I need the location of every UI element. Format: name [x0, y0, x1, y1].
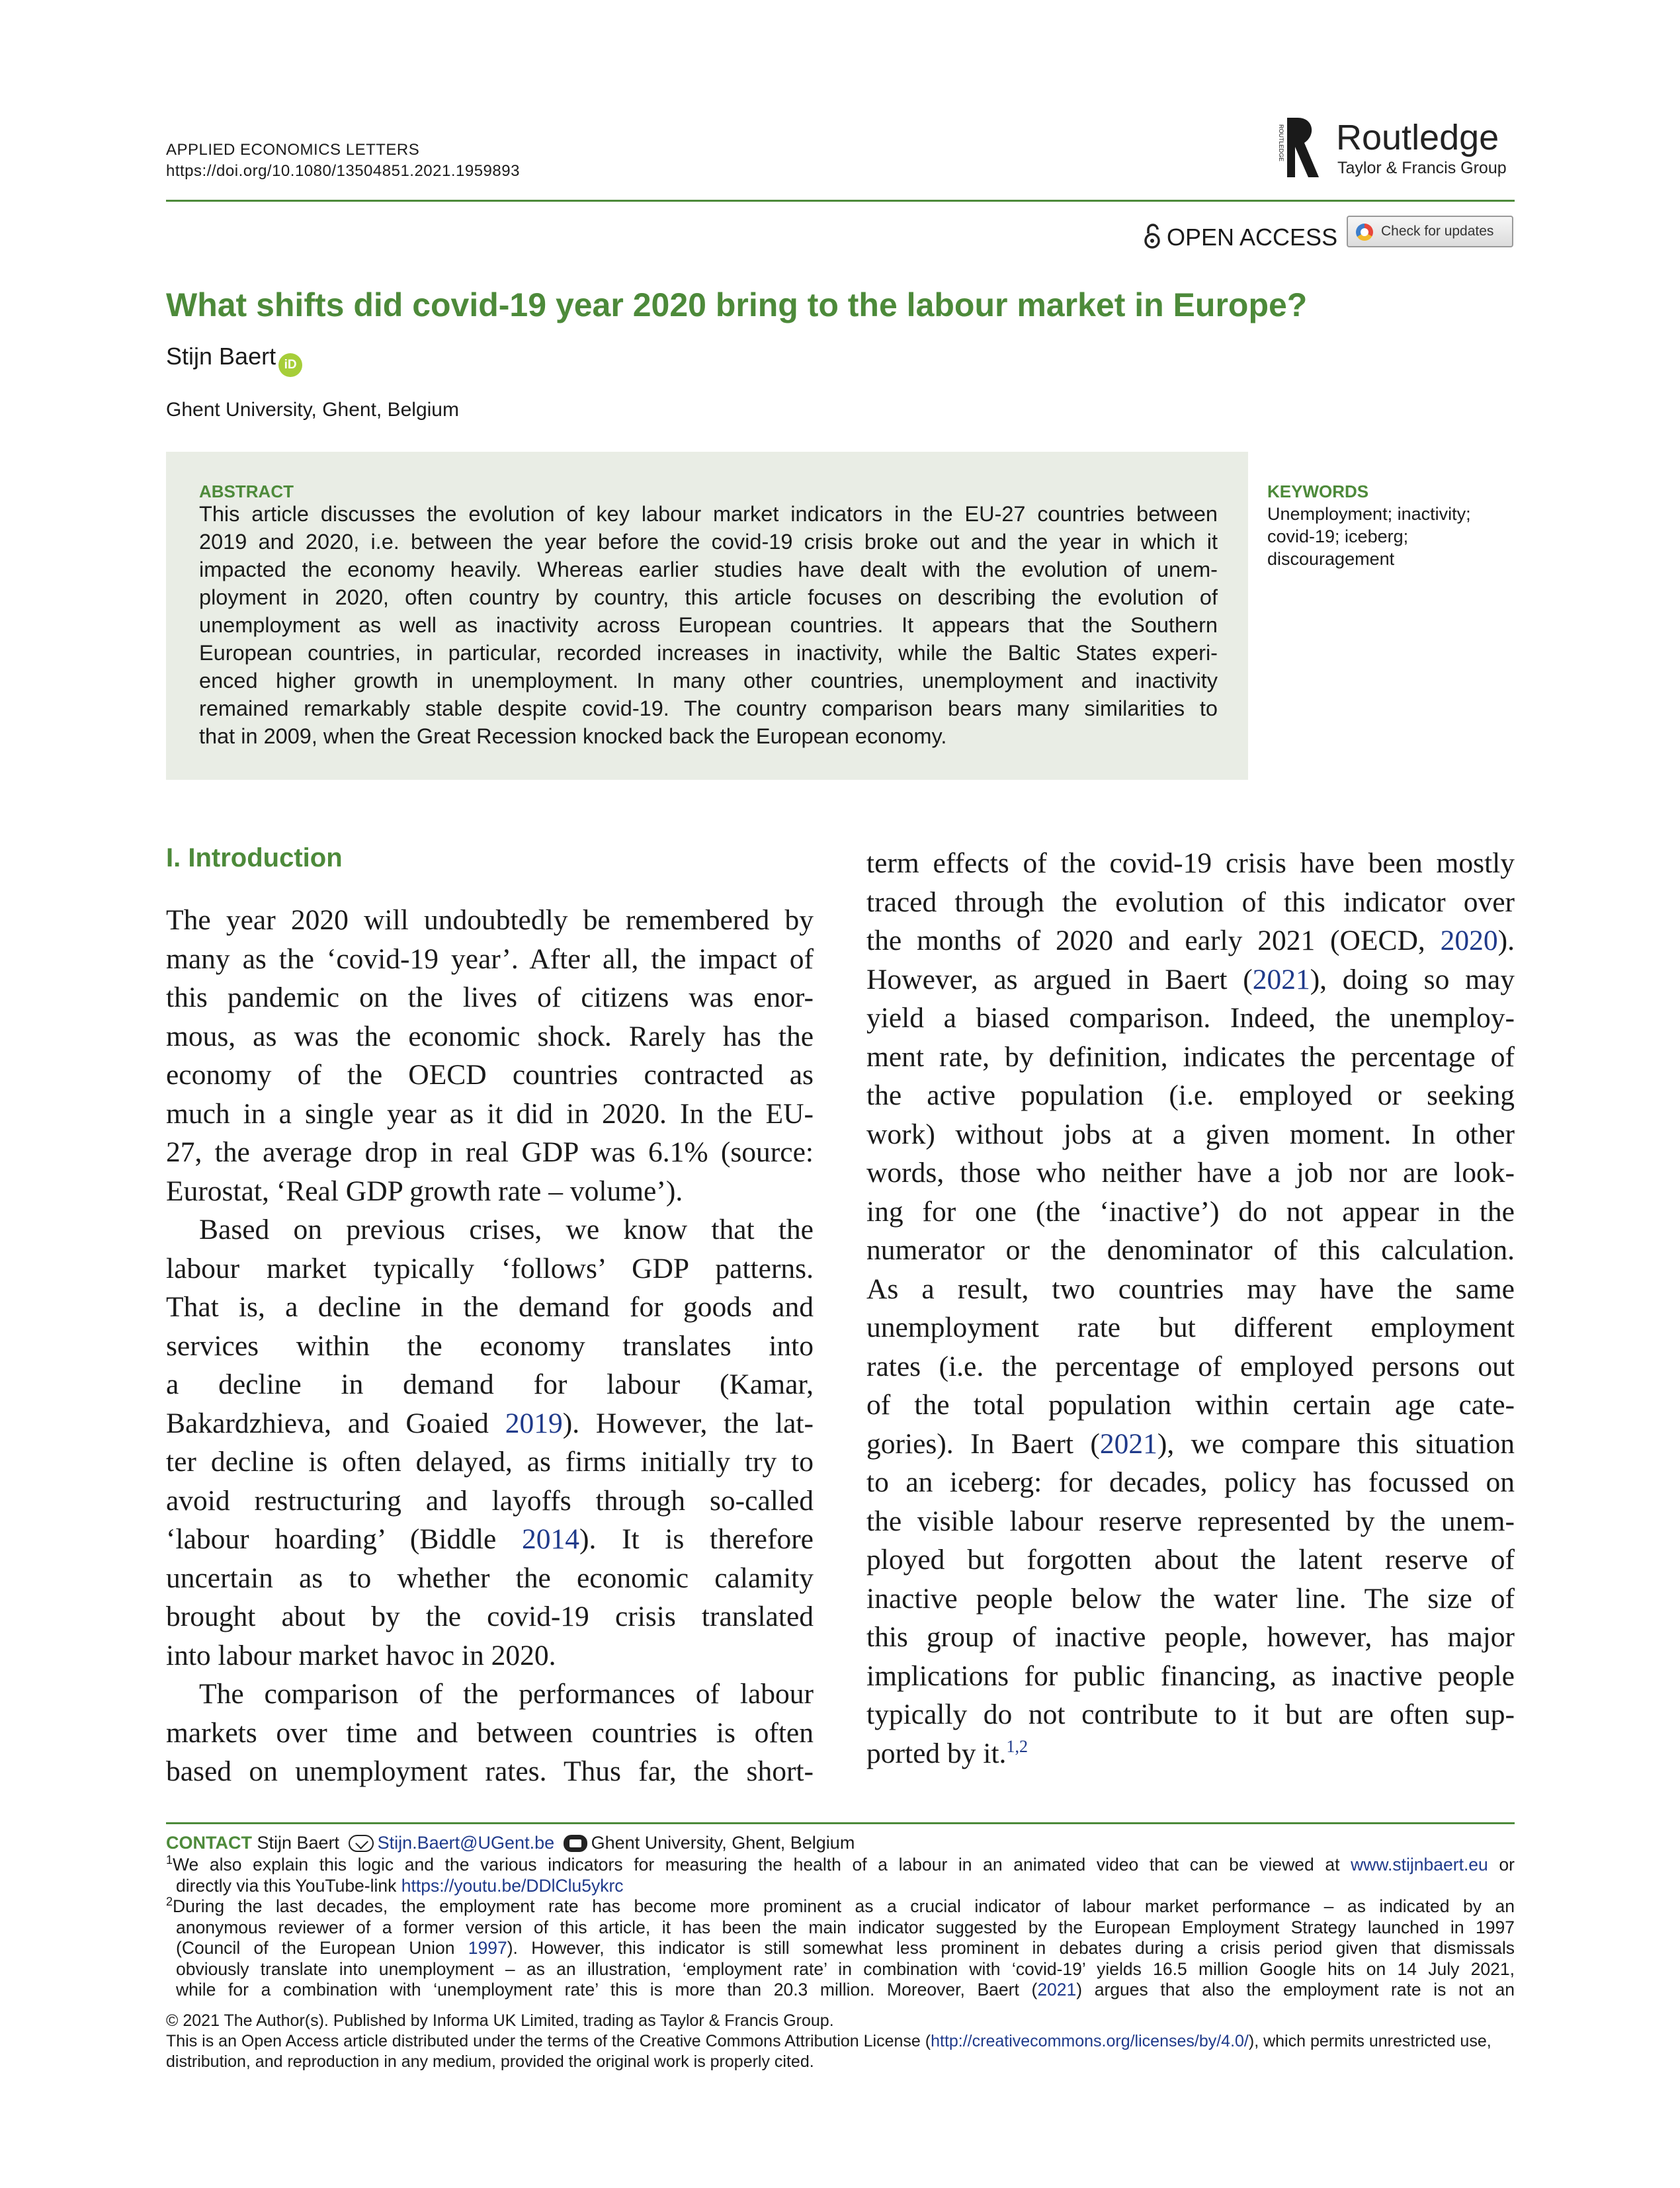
text-line: Eurostat, ‘Real GDP growth rate – volume’). — [166, 1175, 683, 1207]
text-line: traced through the evolution of this indicator over — [866, 886, 1515, 918]
text-line: mous, as was the economic shock. Rarely has the — [166, 1020, 814, 1052]
license-link[interactable]: http://creativecommons.org/licenses/by/4.0/ — [931, 2032, 1249, 2050]
footnote-line: anonymous reviewer of a former version of this article, it has been the main indicator suggested by the European Employment Strategy launched in 1997 — [176, 1917, 1515, 1937]
abstract-line: enced higher growth in unemployment. In many other countries, unemployment and inactivity — [199, 669, 1218, 693]
abstract-line: European countries, in particular, recorded increases in inactivity, while the Baltic States experi- — [199, 641, 1218, 665]
text-line: into labour market havoc in 2020. — [166, 1639, 556, 1671]
citation-link[interactable]: 2019 — [505, 1407, 563, 1439]
abstract-line: that in 2009, when the Great Recession knocked back the European economy. — [199, 724, 947, 748]
crossmark-icon — [1356, 224, 1373, 241]
text-line: brought about by the covid-19 crisis translated — [166, 1601, 814, 1632]
text-line: 27, the average drop in real GDP was 6.1% (source: — [166, 1136, 814, 1168]
text-line: the months of 2020 and early 2021 (OECD, 2020). — [866, 925, 1515, 956]
keywords-heading: KEYWORDS — [1267, 482, 1369, 501]
text-line: term effects of the covid-19 crisis have been mostly — [866, 847, 1515, 879]
abstract-line: 2019 and 2020, i.e. between the year before the covid-19 crisis broke out and the year in which it — [199, 530, 1218, 554]
text-line: The comparison of the performances of labour — [199, 1678, 814, 1710]
abstract-line: unemployment as well as inactivity across European countries. It appears that the Southern — [199, 613, 1218, 637]
body-column-left — [166, 901, 814, 1791]
text-line: ployed but forgotten about the latent reserve of — [866, 1544, 1515, 1576]
text-line: avoid restructuring and layoffs through so-called — [166, 1484, 814, 1517]
footnote-number: 2 — [166, 1895, 173, 1908]
text-line: this pandemic on the lives of citizens was enor- — [166, 982, 814, 1013]
text-line: The year 2020 will undoubtedly be remembered by — [166, 904, 814, 936]
keywords-list — [1267, 503, 1519, 570]
text-line: ter decline is often delayed, as firms initially try to — [166, 1446, 814, 1478]
text-line: much in a single year as it did in 2020. In the EU- — [166, 1097, 814, 1130]
body-column-right — [866, 844, 1515, 1773]
text-line: inactive people below the water line. The size of — [866, 1582, 1515, 1615]
publisher-logo — [1275, 112, 1517, 183]
contact-name: Stijn Baert — [257, 1833, 340, 1853]
text-line: unemployment rate but different employment — [866, 1312, 1515, 1343]
text-line: the visible labour reserve represented by the unem- — [866, 1505, 1515, 1537]
routledge-logo-icon — [1275, 112, 1322, 183]
text-line: markets over time and between countries is often — [166, 1716, 814, 1749]
text-line: ‘labour hoarding’ (Biddle 2014). It is therefore — [166, 1523, 814, 1555]
section-heading-introduction: I. Introduction — [166, 843, 343, 872]
publisher-name: Routledge — [1336, 118, 1499, 157]
text-line: That is, a decline in the demand for goods and — [166, 1291, 814, 1323]
footnote-link[interactable]: https://youtu.be/DDlClu5ykrc — [401, 1875, 624, 1896]
abstract-line: ployment in 2020, often country by country, this article focuses on describing the evolution of — [199, 585, 1218, 609]
text-line: many as the ‘covid-19 year’. After all, the impact of — [166, 943, 814, 975]
text-line: uncertain as to whether the economic calamity — [166, 1562, 814, 1594]
address-icon — [564, 1835, 587, 1852]
citation-link[interactable]: 2020 — [1440, 925, 1498, 956]
journal-name: APPLIED ECONOMICS LETTERS — [166, 141, 420, 159]
check-for-updates-button[interactable] — [1347, 216, 1513, 247]
author-name[interactable]: Stijn Baert — [166, 343, 276, 370]
contact-line — [166, 1831, 855, 1855]
abstract-line: This article discusses the evolution of key labour market indicators in the EU-27 countries between — [199, 502, 1218, 526]
text-line: Bakardzhieva, and Goaied 2019). However, the lat- — [166, 1407, 814, 1439]
keyword-line: Unemployment; inactivity; — [1267, 504, 1471, 524]
text-line: this group of inactive people, however, has major — [866, 1621, 1515, 1653]
text-line: numerator or the denominator of this calculation. — [866, 1234, 1515, 1266]
open-lock-icon — [1143, 223, 1161, 249]
open-access-label: OPEN ACCESS — [1167, 224, 1338, 251]
keyword-line: covid-19; iceberg; — [1267, 526, 1409, 546]
citation-link[interactable]: 2014 — [522, 1523, 580, 1555]
check-updates-label: Check for updates — [1381, 224, 1494, 239]
text-line: yield a biased comparison. Indeed, the unemploy- — [866, 1002, 1515, 1034]
license-line: This is an Open Access article distributed under the terms of the Creative Commons Attribution License (http://creativecommons.org/licenses/by/4.0/), which permits unrestricted use, — [166, 2032, 1491, 2050]
text-line: typically do not contribute to it but are often sup- — [866, 1699, 1515, 1730]
text-line: ment rate, by definition, indicates the percentage of — [866, 1040, 1515, 1073]
contact-rule — [166, 1822, 1515, 1824]
text-line: rates (i.e. the percentage of employed persons out — [866, 1350, 1515, 1382]
author-line — [166, 341, 302, 377]
abstract-text — [199, 500, 1218, 750]
copyright-block — [166, 2011, 1515, 2072]
footnote-line: obviously translate into unemployment – as an illustration, ‘employment rate’ in combination with ‘covid-19’ yields 16.5 million Google hits on 14 July 2021, — [176, 1958, 1515, 1979]
text-line: the active population (i.e. employed or seeking — [866, 1079, 1515, 1111]
abstract-line: impacted the economy heavily. Whereas earlier studies have dealt with the evolution of unem- — [199, 558, 1218, 581]
email-icon — [349, 1835, 374, 1852]
footnote-link[interactable]: 1997 — [468, 1938, 507, 1958]
footnote-line: while for a combination with ‘unemployment rate’ this is more than 20.3 million. Moreover, Baert (2021) argues that also the employment rate is not an — [176, 1980, 1515, 1999]
publisher-mark: ROUTLEDGE — [1278, 124, 1284, 162]
footnote-ref[interactable]: 1,2 — [1006, 1736, 1028, 1756]
text-line: a decline in demand for labour (Kamar, — [166, 1368, 814, 1400]
contact-email-link[interactable]: Stijn.Baert@UGent.be — [377, 1833, 555, 1853]
contact-address: Ghent University, Ghent, Belgium — [591, 1833, 855, 1853]
text-line: words, those who neither have a job nor are look- — [866, 1157, 1515, 1189]
text-line: As a result, two countries may have the same — [866, 1273, 1515, 1305]
text-line: based on unemployment rates. Thus far, the short- — [166, 1755, 814, 1787]
text-line: services within the economy translates into — [166, 1329, 814, 1362]
copyright-line: © 2021 The Author(s). Published by Informa UK Limited, trading as Taylor & Francis Group. — [166, 2011, 834, 2030]
footnote-number: 1 — [166, 1853, 173, 1867]
text-line: of the total population within certain age cate- — [866, 1389, 1515, 1421]
text-line: economy of the OECD countries contracted as — [166, 1059, 814, 1091]
text-line: implications for public financing, as inactive people — [866, 1660, 1515, 1692]
footnote-link[interactable]: www.stijnbaert.eu — [1351, 1855, 1488, 1874]
text-line: Based on previous crises, we know that the — [199, 1214, 814, 1245]
publisher-group: Taylor & Francis Group — [1337, 159, 1507, 177]
footnote-line: directly via this YouTube-link https://youtu.be/DDlClu5ykrc — [176, 1875, 624, 1896]
footnote-line: $^2$During the last decades, the employment rate has become more prominent as a crucial indicator of labour market performance – as indicated by an — [166, 1895, 1515, 1916]
text-line: ing for one (the ‘inactive’) do not appear in the — [866, 1195, 1515, 1228]
open-access-badge — [1143, 221, 1337, 254]
text-line: However, as argued in Baert (2021), doing so may — [866, 963, 1515, 995]
text-line: ported by it.$^{1,2}$ — [866, 1736, 1028, 1769]
footnotes — [166, 1855, 1515, 2001]
footnote-line: (Council of the European Union 1997). However, this indicator is still somewhat less prominent in debates during a crisis period given that dismissals — [176, 1938, 1515, 1958]
text-line: labour market typically ‘follows’ GDP patterns. — [166, 1252, 814, 1284]
article-title: What shifts did covid-19 year 2020 bring to the labour market in Europe? — [166, 286, 1308, 323]
text-line: gories). In Baert (2021), we compare this situation — [866, 1427, 1515, 1460]
doi-link[interactable]: https://doi.org/10.1080/13504851.2021.1959893 — [166, 162, 520, 180]
affiliation: Ghent University, Ghent, Belgium — [166, 399, 459, 421]
contact-label: CONTACT — [166, 1833, 252, 1853]
header-rule — [166, 200, 1515, 202]
abstract-line: remained remarkably stable despite covid-19. The country comparison bears many similarities to — [199, 696, 1218, 720]
footnote-link[interactable]: 2021 — [1037, 1980, 1077, 1999]
citation-link[interactable]: 2021 — [1252, 963, 1310, 995]
keyword-line: discouragement — [1267, 549, 1395, 569]
license-line-end: distribution, and reproduction in any medium, provided the original work is properly cited. — [166, 2052, 814, 2071]
text-line: work) without jobs at a given moment. In other — [866, 1118, 1515, 1150]
footnote-line: $^1$We also explain this logic and the various indicators for measuring the health of a labour in an animated video that can be viewed at www.stijnbaert.eu or — [166, 1853, 1515, 1874]
citation-link[interactable]: 2021 — [1099, 1427, 1157, 1460]
journal-header — [166, 140, 520, 182]
text-line: to an iceberg: for decades, policy has focussed on — [866, 1466, 1515, 1498]
abstract-heading: ABSTRACT — [199, 482, 294, 501]
orcid-icon[interactable]: iD — [278, 353, 302, 377]
